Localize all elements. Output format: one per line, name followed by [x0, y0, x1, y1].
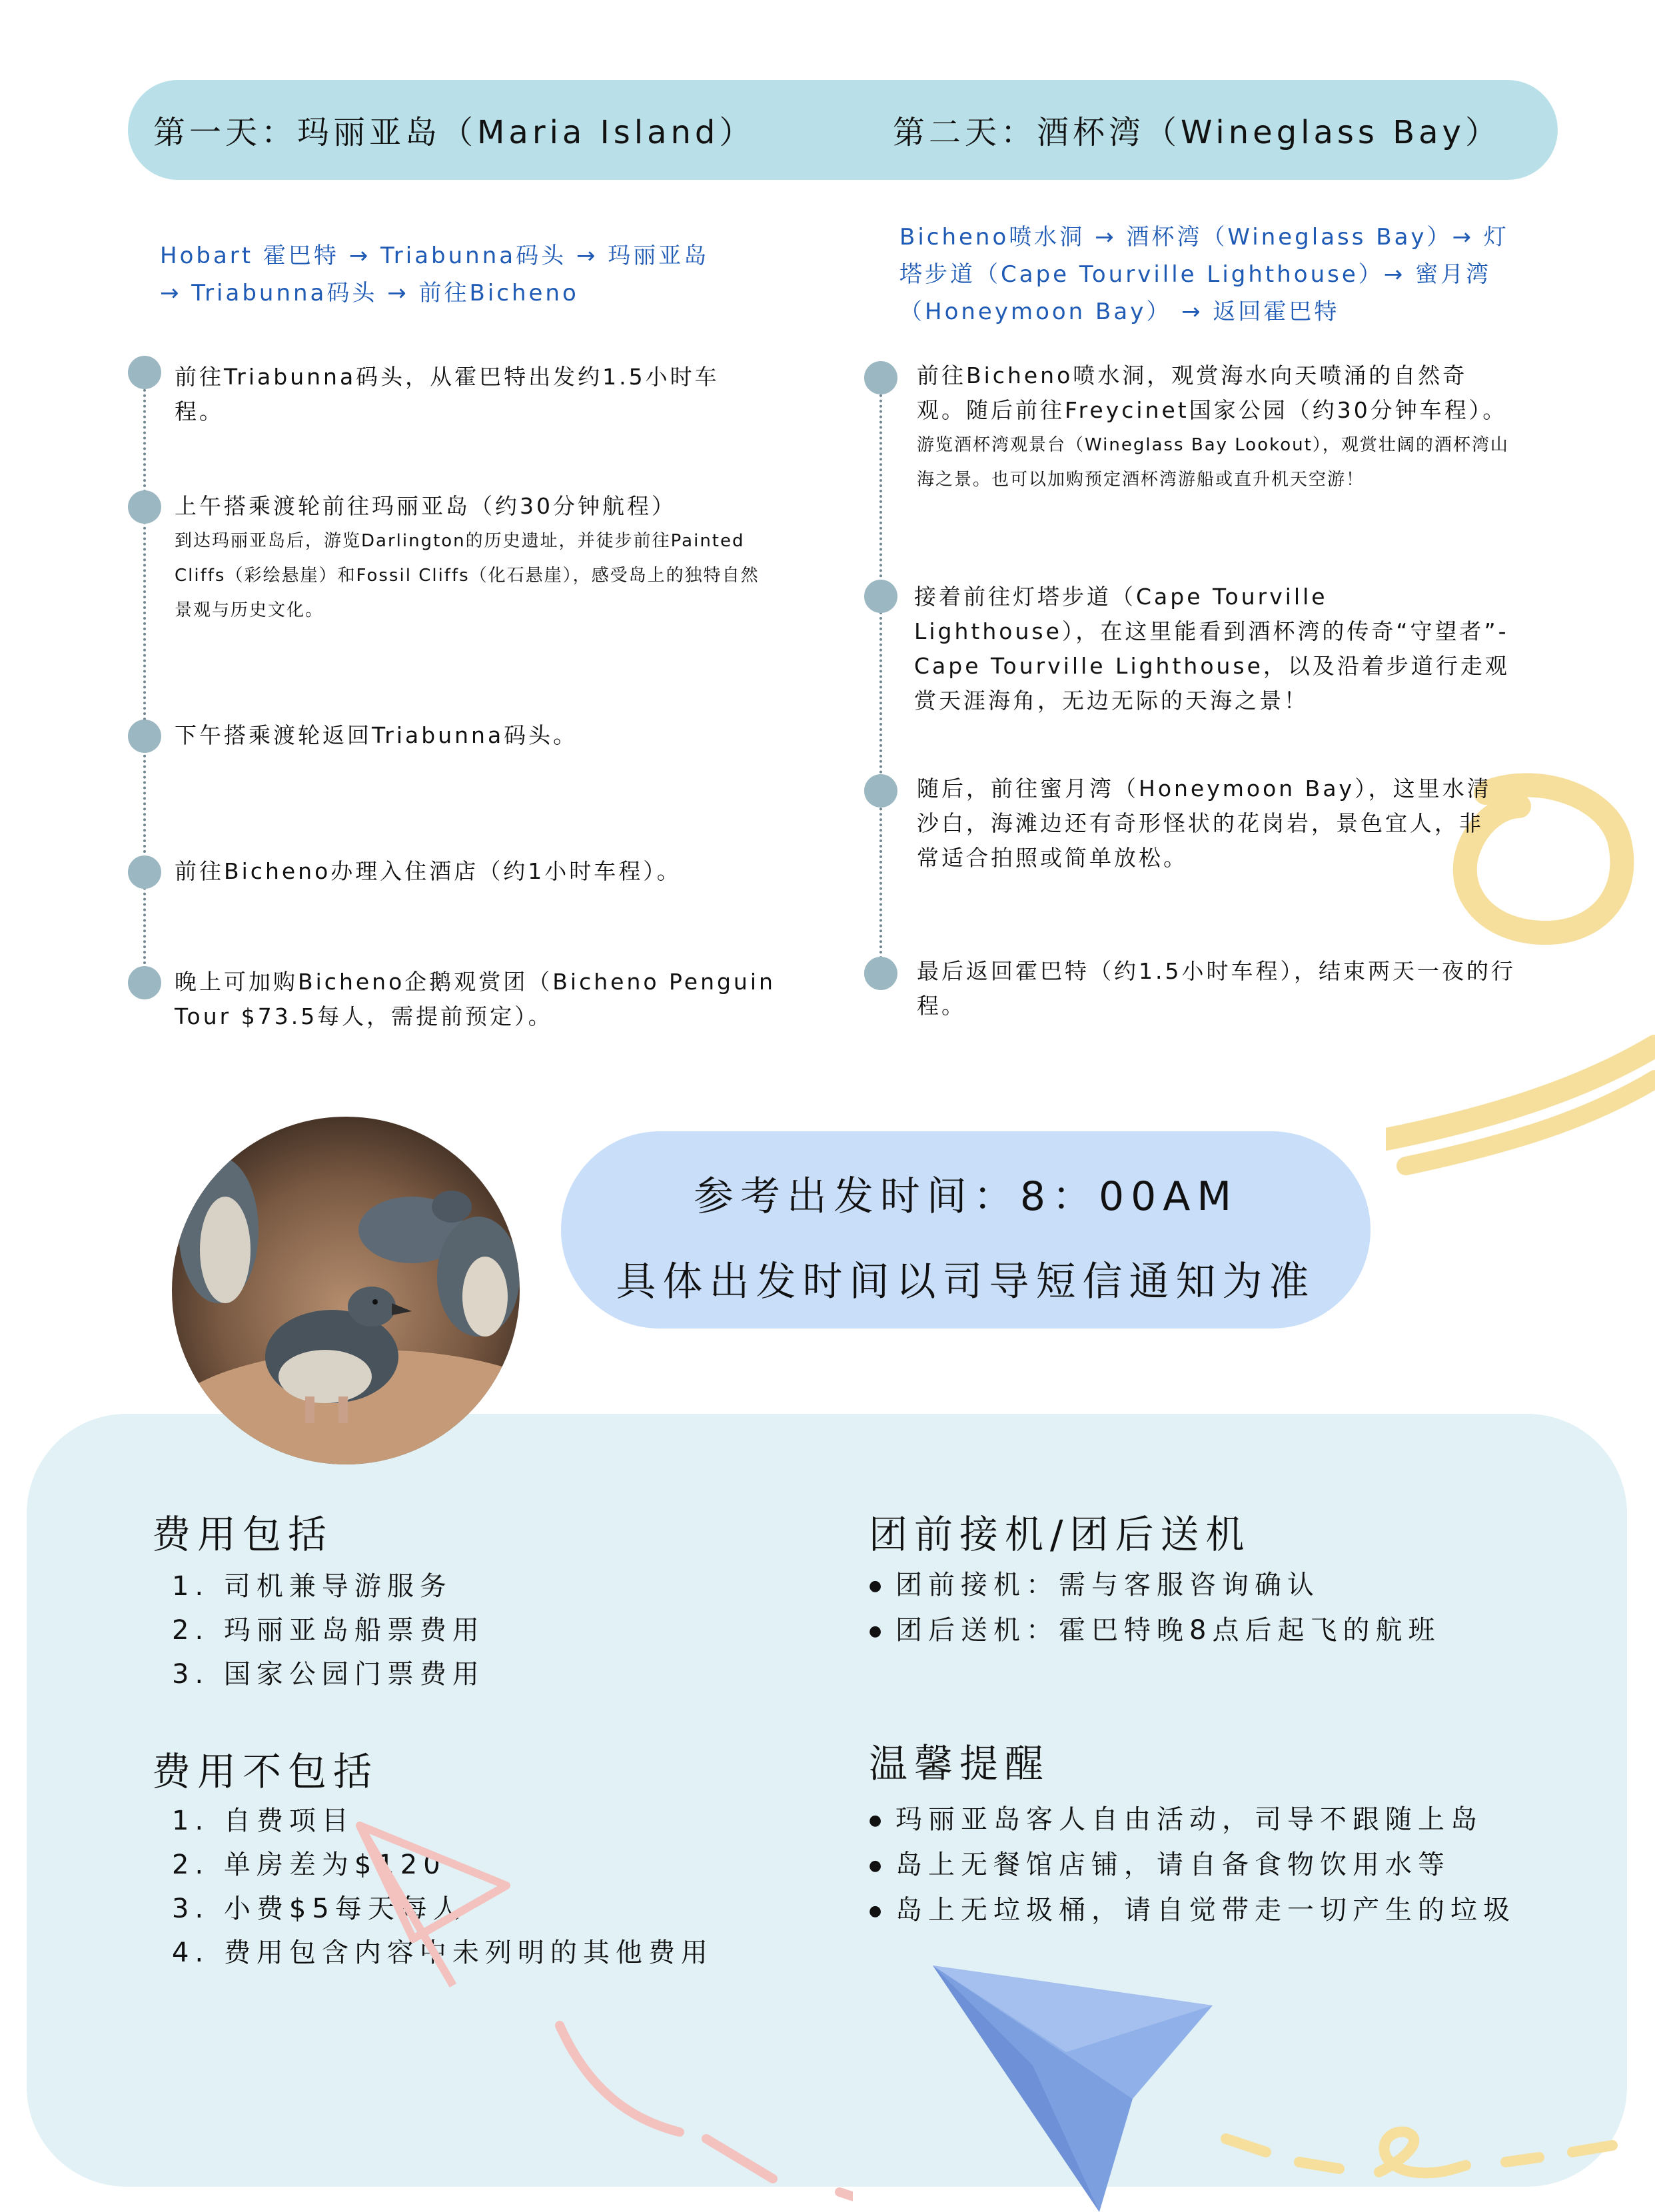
list-item: ● 岛上无餐馆店铺，请自备食物饮用水等: [869, 1843, 1516, 1888]
paper-plane-outline-icon: [333, 1799, 853, 2212]
timeline-dot: [864, 957, 897, 990]
list-item: ● 团后送机：霍巴特晚8点后起飞的航班: [869, 1608, 1440, 1654]
excludes-title: 费用不包括: [152, 1749, 379, 1794]
list-item: ● 玛丽亚岛客人自由活动，司导不跟随上岛: [869, 1798, 1516, 1843]
transfer-list: [869, 1563, 1440, 1654]
departure-time: 参考出发时间：8：00AM: [693, 1173, 1239, 1220]
day1-item: 上午搭乘渡轮前往玛丽亚岛（约30分钟航程） 到达玛丽亚岛后，游览Darlington的历史遗址，并徒步前往Painted Cliffs（彩绘悬崖）和Fossil Cliffs（化石悬崖），感受岛上的独特自然景观与历史文化。: [175, 489, 774, 628]
day1-item: 前往Bicheno办理入住酒店（约1小时车程）。: [175, 858, 682, 884]
day2-item: 接着前往灯塔步道（Cape Tourville Lighthouse），在这里能看到酒杯湾的传奇“守望者”- Cape Tourville Lighthouse，以及沿着步道行走观赏天涯海角，无边无际的天海之景！: [914, 584, 1510, 714]
day2-route-line: Bicheno喷水洞 → 酒杯湾（Wineglass Bay）→ 灯: [899, 224, 1509, 251]
day1-route-line: → Triabunna码头 → 前往Bicheno: [160, 280, 579, 306]
day1-timeline-line: [143, 373, 146, 986]
list-item: 2. 单房差为$120: [172, 1850, 446, 1880]
timeline-dot: [864, 774, 897, 808]
day2-route: [899, 219, 1539, 330]
timeline-dot: [864, 361, 897, 394]
timeline-dot: [128, 855, 161, 889]
day2-route-line: 塔步道（Cape Tourville Lighthouse）→ 蜜月湾: [899, 261, 1492, 288]
list-item: 1. 自费项目: [172, 1806, 354, 1836]
day2-timeline-line: [879, 373, 882, 986]
transfer-title: 团前接机/团后送机: [869, 1512, 1251, 1557]
day1-item: 下午搭乘渡轮返回Triabunna码头。: [175, 722, 578, 748]
tips-list: [869, 1798, 1516, 1934]
day2-route-line: （Honeymoon Bay） → 返回霍巴特: [899, 298, 1340, 325]
list-item: 3. 国家公园门票费用: [172, 1659, 485, 1690]
day1-route-line: Hobart 霍巴特 → Triabunna码头 → 玛丽亚岛: [160, 243, 710, 269]
timeline-dot: [128, 966, 161, 999]
day1-item-detail: 到达玛丽亚岛后，游览Darlington的历史遗址，并徒步前往Painted Cliffs（彩绘悬崖）和Fossil Cliffs（化石悬崖），感受岛上的独特自然景观与历史文化。: [175, 531, 760, 620]
tips-title: 温馨提醒: [869, 1741, 1051, 1786]
day1-title: 第一天：玛丽亚岛（Maria Island）: [153, 114, 756, 151]
timeline-dot: [128, 720, 161, 753]
day2-item: 随后，前往蜜月湾（Honeymoon Bay），这里水清沙白，海滩边还有奇形怪状的花岗岩，景色宜人，非常适合拍照或简单放松。: [917, 776, 1492, 871]
day1-item: 晚上可加购Bicheno企鹅观赏团（Bicheno Penguin Tour $73.5每人，需提前预定）。: [175, 969, 776, 1029]
day1-route: [160, 237, 760, 312]
departure-notice: 具体出发时间以司导短信通知为准: [616, 1259, 1316, 1305]
timeline-dot: [128, 490, 161, 524]
timeline-dot: [128, 356, 161, 389]
list-item: ● 岛上无垃圾桶，请自觉带走一切产生的垃圾: [869, 1888, 1516, 1934]
day1-item: 前往Triabunna码头，从霍巴特出发约1.5小时车程。: [175, 364, 720, 424]
yellow-doodle-dashes: [1213, 2099, 1652, 2212]
penguin-photo: [172, 1117, 520, 1464]
day2-item-detail: 游览酒杯湾观景台（Wineglass Bay Lookout），观赏壮阔的酒杯湾山海之景。也可以加购预定酒杯湾游船或直升机天空游！: [917, 435, 1509, 490]
day2-title: 第二天：酒杯湾（Wineglass Bay）: [893, 114, 1501, 151]
includes-list: [172, 1564, 485, 1696]
includes-title: 费用包括: [152, 1512, 334, 1557]
list-item: 3. 小费$5每天每人: [172, 1894, 466, 1924]
day2-item: 前往Bicheno喷水洞，观赏海水向天喷涌的自然奇观。随后前往Freycinet国家公园（约30分钟车程）。 游览酒杯湾观景台（Wineglass Bay Lookout），观赏壮阔的酒杯湾山海之景。也可以加购预定酒杯湾游船或直升机天空游！: [917, 358, 1516, 497]
timeline-dot: [864, 580, 897, 613]
paper-plane-icon: [933, 1965, 1226, 2212]
list-item: ● 团前接机：需与客服咨询确认: [869, 1563, 1440, 1608]
list-item: 4. 费用包含内容中未列明的其他费用: [172, 1937, 714, 1968]
list-item: 1. 司机兼导游服务: [172, 1571, 452, 1602]
day2-item: 最后返回霍巴特（约1.5小时车程），结束两天一夜的行程。: [917, 958, 1516, 1019]
list-item: 2. 玛丽亚岛船票费用: [172, 1615, 485, 1646]
